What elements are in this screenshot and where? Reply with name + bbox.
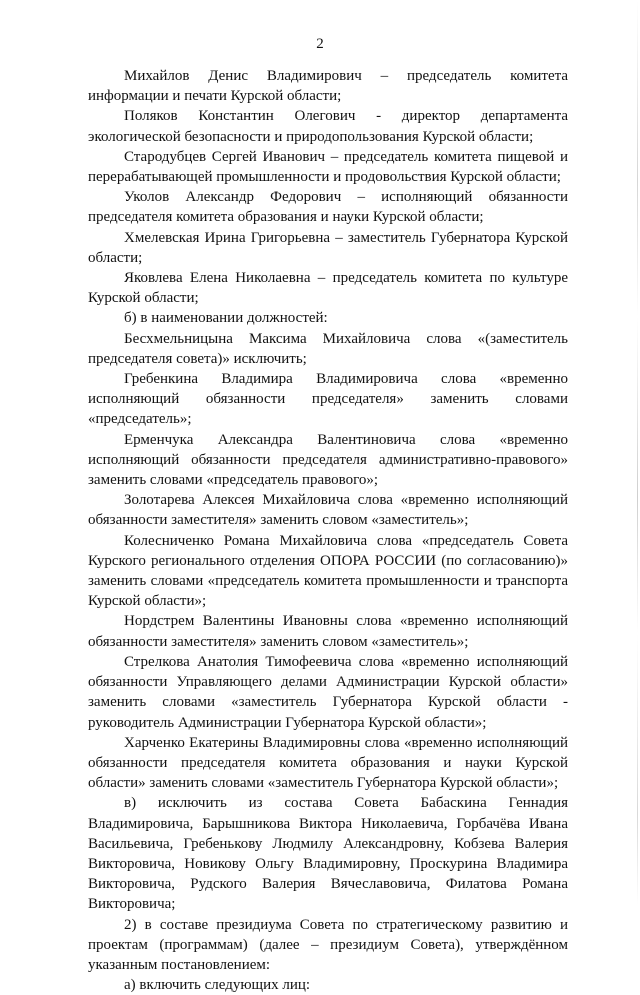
paragraph: Стародубцев Сергей Иванович – председатель комитета пищевой и перерабатывающей промышленности и продовольствия Курской области; xyxy=(88,148,568,186)
paragraph: Харченко Екатерины Владимировны слова «временно исполняющий обязанности председателя комитета образования и науки Курской области» заменить словами «заместитель Губернатора Курской области»; xyxy=(88,734,568,792)
paragraph: б) в наименовании должностей: xyxy=(124,310,328,327)
document-body xyxy=(88,66,568,995)
paragraph: Бесхмельницына Максима Михайловича слова «(заместитель председателя совета)» исключить; xyxy=(88,330,568,367)
paragraph: Нордстрем Валентины Ивановны слова «временно исполняющий обязанности заместителя» заменить словом «заместитель»; xyxy=(88,613,568,650)
page-number: 2 xyxy=(316,36,324,52)
paragraph: Михайлов Денис Владимирович – председатель комитета информации и печати Курской области; xyxy=(88,68,568,105)
paragraph: Гребенкина Владимира Владимировича слова «временно исполняющий обязанности председателя» заменить словами «председатель»; xyxy=(88,371,568,428)
paragraph: Яковлева Елена Николаевна – председатель комитета по культуре Курской области; xyxy=(88,270,568,307)
scan-edge xyxy=(637,0,638,905)
paragraph: Поляков Константин Олегович - директор департамента экологической безопасности и природопользования Курской области; xyxy=(88,108,568,145)
paragraph: 2) в составе президиума Совета по стратегическому развитию и проектам (программам) (далее – президиум Совета), утверждённом указанным постановлением: xyxy=(88,916,568,973)
paragraph: Колесниченко Романа Михайловича слова «председатель Совета Курского регионального отделения ОПОРА РОССИИ (по согласованию)» заменить словами «председатель комитета промышленности и транспорта Курской области»; xyxy=(88,532,568,610)
paragraph: Хмелевская Ирина Григорьевна – заместитель Губернатора Курской области; xyxy=(88,229,568,266)
paragraph: Ерменчука Александра Валентиновича слова «временно исполняющий обязанности председателя административно-правового» заменить словами «председатель правового»; xyxy=(88,431,568,489)
paragraph: Стрелкова Анатолия Тимофеевича слова «временно исполняющий обязанности Управляющего делами Администрации Курской области» заменить словами «заместитель Губернатора Курской области - руководитель Администрации Губернатора Курской области»; xyxy=(88,653,568,731)
paragraph: а) включить следующих лиц: xyxy=(124,977,311,994)
paragraph: Уколов Александр Федорович – исполняющий обязанности председателя комитета образования и науки Курской области; xyxy=(88,189,568,226)
paragraph: в) исключить из состава Совета Бабаскина Геннадия Владимировича, Барышникова Виктора Николаевича, Горбачёва Ивана Васильевича, Гребенькову Людмилу Александровну, Кобзева Валерия Викторовича, Новикову Ольгу Владимировну, Проскурина Владимира Викторовича, Рудского Валерия Вячеславовича, Филатова Романа Викторовича; xyxy=(88,795,568,913)
paragraph: Золотарева Алексея Михайловича слова «временно исполняющий обязанности заместителя» заменить словом «заместитель»; xyxy=(88,492,568,529)
